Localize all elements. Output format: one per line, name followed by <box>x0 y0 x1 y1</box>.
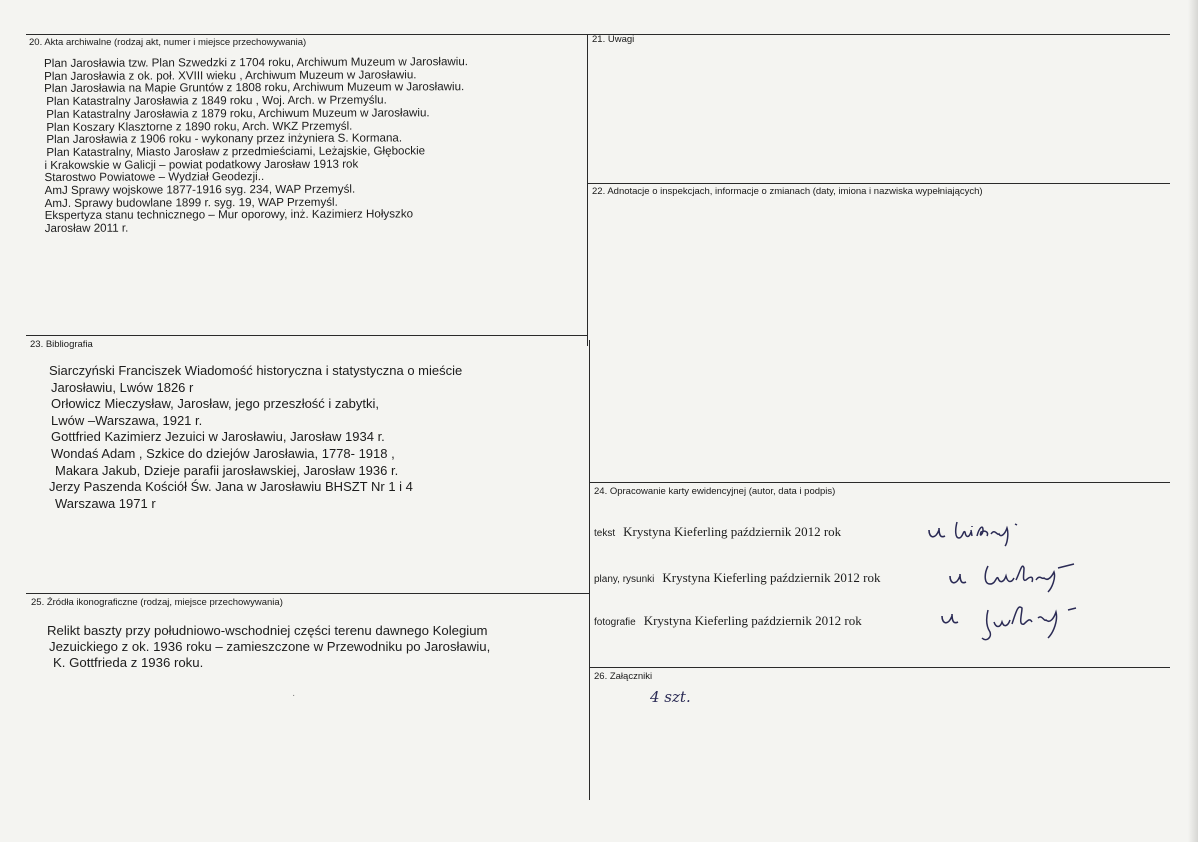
scan-edge-shadow <box>1188 0 1198 842</box>
scan-speck: · <box>292 690 296 701</box>
signature-plans <box>946 558 1106 594</box>
archive-line: Plan Jarosławia na Mapie Gruntów z 1808 roku, Archiwum Muzeum w Jarosławiu. <box>44 80 465 96</box>
archive-line: Plan Jarosławia z 1906 roku - wykonany przez inżyniera S. Kormana. <box>46 131 403 147</box>
bibliography-line: Makara Jakub, Dzieje parafii jarosławskiej, Jarosław 1936 r. <box>55 462 399 478</box>
signature-photos <box>938 600 1098 646</box>
archive-line: Plan Katastralny Jarosławia z 1879 roku, Archiwum Muzeum w Jarosławiu. <box>46 106 430 121</box>
archive-line: Starostwo Powiatowe – Wydział Geodezji.. <box>44 170 265 185</box>
archive-line: Plan Katastralny Jarosławia z 1849 roku , Woj. Arch. w Przemyślu. <box>46 93 387 109</box>
attachments-handwritten-count: 4 szt. <box>650 688 691 706</box>
iconography-line: Jezuickiego z ok. 1936 roku – zamieszczone w Przewodniku po Jarosławiu, <box>49 639 491 655</box>
signature-text <box>925 516 1055 548</box>
right-column-divider <box>589 340 590 800</box>
author-row-plans <box>594 570 880 586</box>
bibliography-line: Jerzy Paszenda Kościół Św. Jana w Jarosławiu BHSZT Nr 1 i 4 <box>49 479 413 495</box>
section-26-header: 26. Załączniki <box>594 671 653 682</box>
archive-line: Plan Jarosławia tzw. Plan Szwedzki z 1704 roku, Archiwum Muzeum w Jarosławiu. <box>43 55 469 70</box>
row-label: tekst <box>594 528 616 539</box>
bibliography-line: Orłowicz Mieczysław, Jarosław, jego przeszłość i zabytki, <box>51 396 379 412</box>
author-row-text <box>594 524 841 540</box>
row-value: Krystyna Kieferling październik 2012 rok <box>643 613 862 628</box>
archive-line: Plan Koszary Klasztorne z 1890 roku, Arch. WKZ Przemyśl. <box>46 119 353 134</box>
bibliography-line: Wondaś Adam , Szkice do dziejów Jarosławia, 1778- 1918 , <box>51 445 395 461</box>
divider-23-25 <box>26 593 589 594</box>
divider-24-26 <box>589 667 1170 668</box>
bibliography-line: Gottfried Kazimierz Jezuici w Jarosławiu, Jarosław 1934 r. <box>51 429 385 445</box>
center-divider <box>587 34 588 346</box>
section-25-content <box>47 623 490 672</box>
row-value: Krystyna Kieferling październik 2012 rok <box>662 570 881 585</box>
divider-22-24 <box>589 482 1170 483</box>
section-23-header: 23. Bibliografia <box>30 339 93 350</box>
section-24-header: 24. Opracowanie karty ewidencyjnej (autor, data i podpis) <box>594 486 836 497</box>
bibliography-line: Lwów –Warszawa, 1921 r. <box>51 412 203 428</box>
iconography-line: Relikt baszty przy południowo-wschodniej części terenu dawnego Kolegium <box>47 623 488 638</box>
section-25-header: 25. Źródła ikonograficzne (rodzaj, miejsce przechowywania) <box>31 597 283 608</box>
bibliography-line: Jarosławiu, Lwów 1826 r <box>51 379 194 395</box>
row-label: plany, rysunki <box>594 574 655 585</box>
author-row-photos <box>594 613 862 629</box>
divider-21-22 <box>588 183 1170 184</box>
section-22-header: 22. Adnotacje o inspekcjach, informacje o zmianach (daty, imiona i nazwiska wypełniających) <box>592 186 983 197</box>
row-label: fotografie <box>594 617 636 628</box>
bibliography-line: Siarczyński Franciszek Wiadomość historyczna i statystyczna o mieście <box>49 363 463 378</box>
archive-line: AmJ. Sprawy budowlane 1899 r. syg. 19, WAP Przemyśl. <box>44 195 338 210</box>
archive-line: AmJ Sprawy wojskowe 1877-1916 syg. 234, WAP Przemyśl. <box>44 182 356 198</box>
archive-line: Plan Katastralny, Miasto Jarosław z przedmieściami, Leżajskie, Głębockie <box>46 144 426 159</box>
iconography-line: K. Gottfrieda z 1936 roku. <box>53 655 204 671</box>
section-20-header: 20. Akta archiwalne (rodzaj akt, numer i miejsce przechowywania) <box>29 37 307 48</box>
section-21-header: 21. Uwagi <box>592 34 635 45</box>
bibliography-line: Warszawa 1971 r <box>55 495 156 511</box>
row-value: Krystyna Kieferling październik 2012 rok <box>623 524 842 539</box>
section-23-content <box>49 363 462 512</box>
archive-line: Jarosław 2011 r. <box>44 221 129 236</box>
archive-line: Ekspertyza stanu technicznego – Mur oporowy, inż. Kazimierz Hołyszko <box>44 207 414 223</box>
divider-20-23 <box>26 335 588 336</box>
archive-line: Plan Jarosławia z ok. poł. XVIII wieku , Archiwum Muzeum w Jarosławiu. <box>44 68 417 83</box>
archive-line: i Krakowskie w Galicji – powiat podatkowy Jarosław 1913 rok <box>44 157 359 172</box>
section-20-content <box>44 56 469 236</box>
